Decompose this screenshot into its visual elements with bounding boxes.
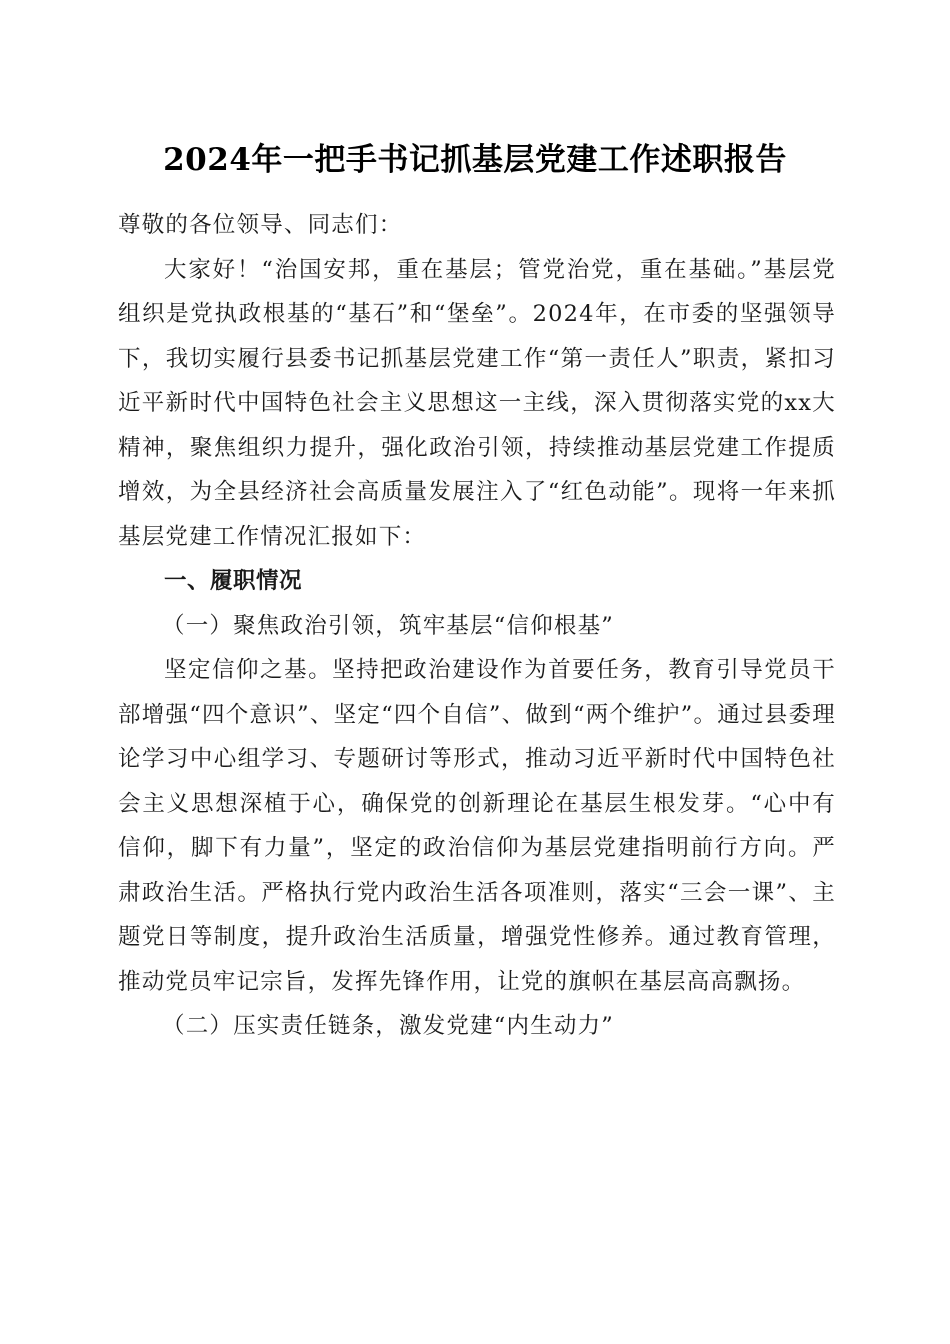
intro-paragraph: 大家好！“治国安邦，重在基层；管党治党，重在基础。”基层党组织是党执政根基的“基石”和“堡垒”。2024年，在市委的坚强领导下，我切实履行县委书记抓基层党建工作“第一责任人”职责，紧扣习近平新时代中国特色社会主义思想这一主线，深入贯彻落实党的xx大精神，聚焦组织力提升，强化政治引领，持续推动基层党建工作提质增效，为全县经济社会高质量发展注入了“红色动能”。现将一年来抓基层党建工作情况汇报如下： <box>118 256 836 550</box>
subsection-1-paragraph: 坚定信仰之基。坚持把政治建设作为首要任务，教育引导党员干部增强“四个意识”、坚定“四个自信”、做到“两个维护”。通过县委理论学习中心组学习、专题研讨等形式，推动习近平新时代中国特色社会主义思想深植于心，确保党的创新理论在基层生根发芽。“心中有信仰，脚下有力量”，坚定的政治信仰为基层党建指明前行方向。严肃政治生活。严格执行党内政治生活各项准则，落实“三会一课”、主题党日等制度，提升政治生活质量，增强党性修养。通过教育管理，推动党员牢记宗旨，发挥先锋作用，让党的旗帜在基层高高飘扬。 <box>118 657 836 995</box>
salutation: 尊敬的各位领导、同志们： <box>118 212 403 238</box>
subsection-heading-2: （二）压实责任链条，激发党建“内生动力” <box>162 1013 615 1039</box>
document-title: 2024年一把手书记抓基层党建工作述职报告 <box>163 142 787 178</box>
section-heading-1: 一、履职情况 <box>164 568 303 594</box>
document-body <box>118 203 836 1049</box>
subsection-heading-1: （一）聚焦政治引领，筑牢基层“信仰根基” <box>162 612 615 639</box>
